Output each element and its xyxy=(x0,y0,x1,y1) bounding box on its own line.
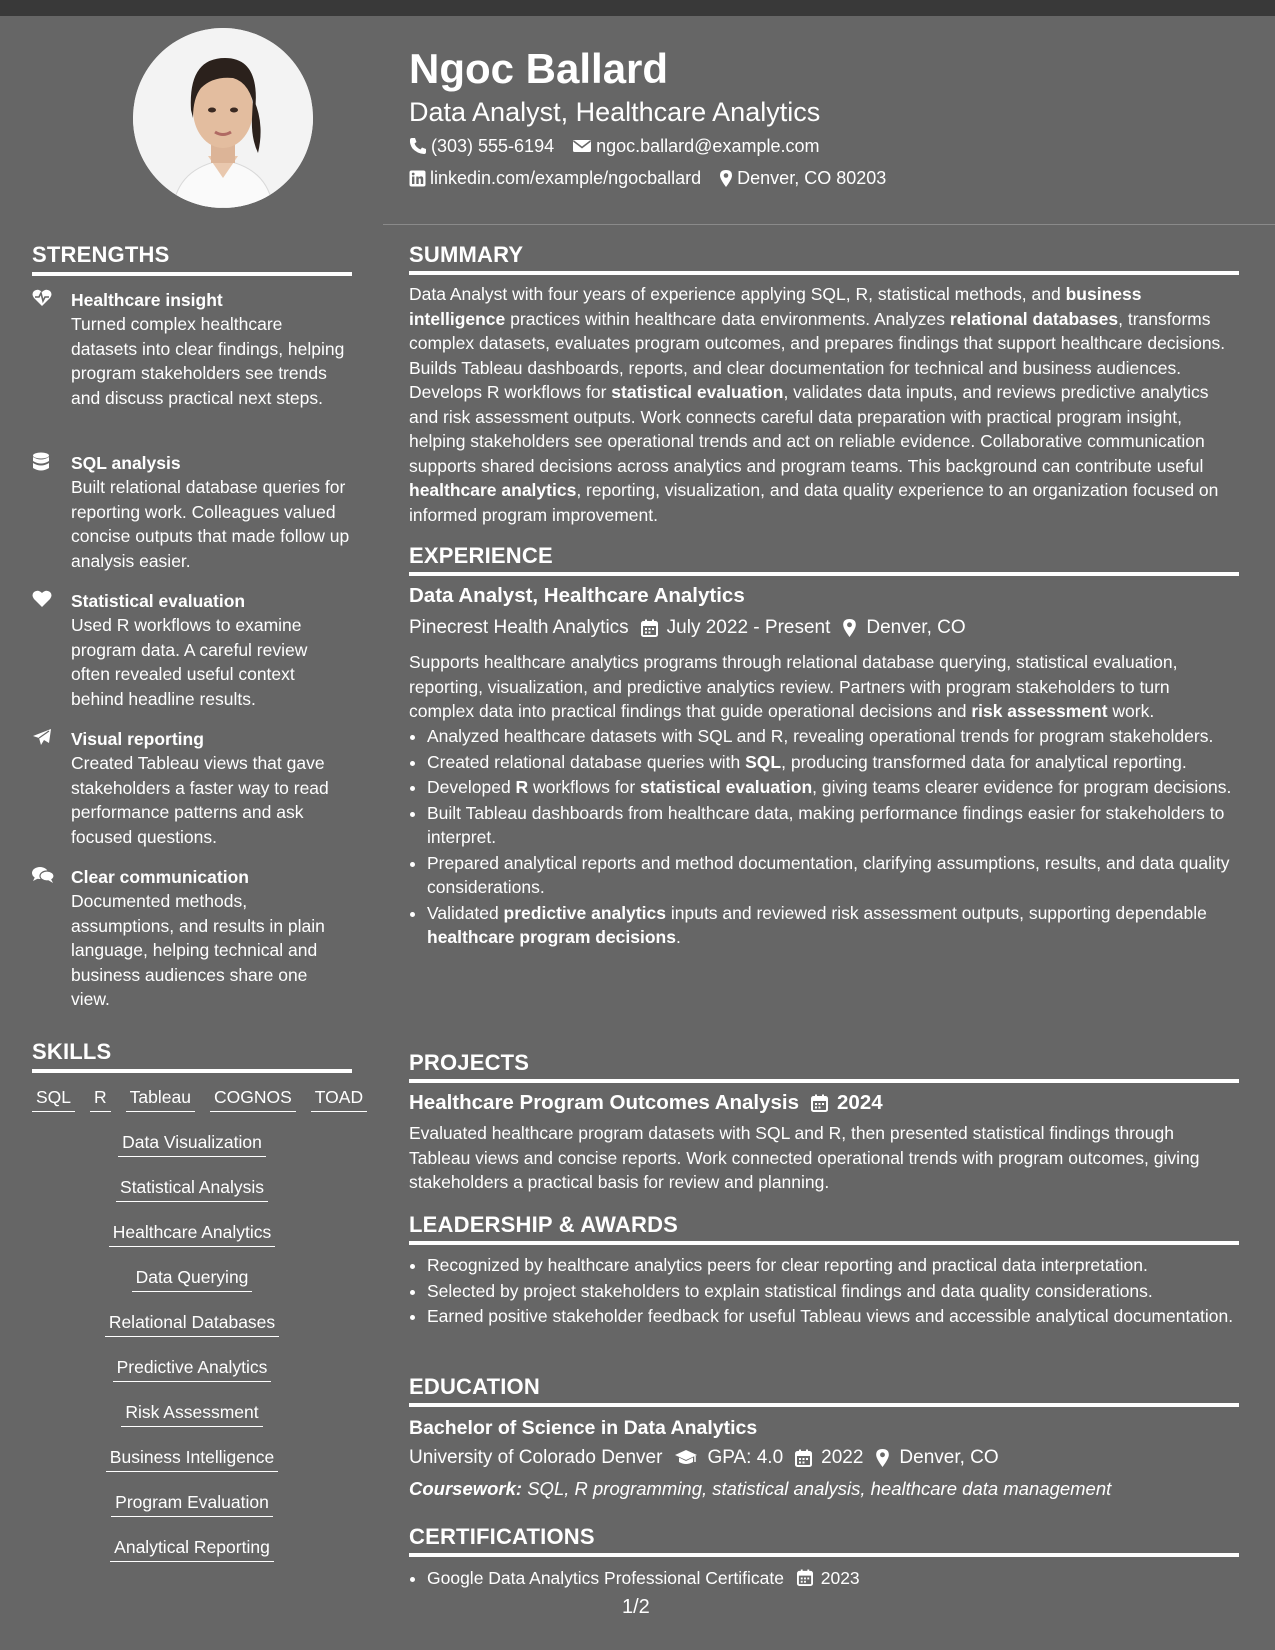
strength-title: Clear communication xyxy=(71,867,249,887)
strength-desc: Turned complex healthcare datasets into clear findings, helping program stakeholders see trends and discuss practical next steps. xyxy=(71,314,345,408)
calendar-icon xyxy=(641,619,658,637)
text-segment: work. xyxy=(1107,701,1155,721)
education-heading: EDUCATION xyxy=(409,1374,1239,1407)
skill-chip: Statistical Analysis xyxy=(116,1176,268,1202)
strength-item xyxy=(32,288,352,410)
skill-chip: Data Querying xyxy=(132,1266,253,1292)
list-item xyxy=(427,775,1239,800)
skills-row xyxy=(32,1086,364,1112)
candidate-title: Data Analyst, Healthcare Analytics xyxy=(409,97,821,127)
project-title-row xyxy=(409,1090,895,1116)
map-marker-icon xyxy=(842,618,857,638)
strength-title: Visual reporting xyxy=(71,729,204,749)
page-number: 1/2 xyxy=(622,1596,650,1618)
location-text: Denver, CO 80203 xyxy=(737,168,887,188)
text-segment: Created relational database queries with xyxy=(427,751,746,772)
text-segment: Supports healthcare analytics programs through relational database querying, statistical evaluation, reporting, visualization, and predictive analytics review. Partners with program stakeholders to turn complex data into practical findings that guide operational decisions and xyxy=(409,652,1178,721)
comments-icon xyxy=(32,866,56,888)
text-segment: workflows for xyxy=(528,777,641,797)
skill-chip: Relational Databases xyxy=(105,1311,279,1337)
strength-title: SQL analysis xyxy=(71,453,181,473)
strength-title: Statistical evaluation xyxy=(71,591,246,611)
text-segment: , validates data inputs, and reviews predictive analytics and risk assessment outputs. Work connects careful data preparation with practical program insight, helping stakeholders see operational trends and act on reliable evidence. Collaborative communication supports shared decisions across analytics and program teams. This background can contribute useful xyxy=(409,382,1209,476)
database-icon xyxy=(32,452,56,474)
bold-text: SQL xyxy=(745,751,782,772)
school-name: University of Colorado Denver xyxy=(409,1447,663,1468)
skill-chip: Risk Assessment xyxy=(121,1401,262,1427)
education-year xyxy=(795,1445,863,1471)
text-segment: Built Tableau dashboards from healthcare data, making performance findings easier for stakeholders to interpret. xyxy=(427,802,1225,847)
strength-desc: Used R workflows to examine program data. A careful review often revealed useful context behind headline results. xyxy=(71,615,308,709)
bold-text: R xyxy=(515,777,529,797)
email-text: ngoc.ballard@example.com xyxy=(596,136,820,156)
strength-desc: Created Tableau views that gave stakeholders a faster way to read performance patterns and ask focused questions. xyxy=(71,753,329,847)
skill-chip: SQL xyxy=(32,1086,75,1112)
strength-title: Healthcare insight xyxy=(71,290,223,310)
phone-icon xyxy=(409,137,427,155)
company-name: Pinecrest Health Analytics xyxy=(409,617,629,638)
list-item xyxy=(427,1566,1239,1591)
summary-heading: SUMMARY xyxy=(409,242,1239,275)
text-segment: , giving teams clearer evidence for program decisions. xyxy=(812,777,1232,797)
list-item: • Selected by project stakeholders to explain statistical findings and data quality considerations. xyxy=(427,1279,1239,1304)
strength-item xyxy=(32,865,352,1012)
text-segment: Data Analyst with four years of experience applying SQL, R, statistical methods, and xyxy=(409,284,1066,304)
skill-chip: Business Intelligence xyxy=(106,1446,278,1472)
linkedin-text: linkedin.com/example/ngocballard xyxy=(430,168,702,188)
graduation-cap-icon xyxy=(674,1449,698,1467)
skill-chip: R xyxy=(90,1086,111,1112)
email-contact[interactable] xyxy=(572,134,819,158)
contact-row xyxy=(409,166,904,190)
bold-text: relational databases xyxy=(949,308,1119,329)
coursework-text: SQL, R programming, statistical analysis, healthcare data management xyxy=(522,1478,1112,1499)
calendar-icon xyxy=(797,1569,813,1586)
certification-year: 2023 xyxy=(820,1568,860,1588)
project-year xyxy=(811,1090,883,1116)
list-item xyxy=(427,851,1239,900)
contact-row xyxy=(409,134,837,158)
text-segment: Prepared analytical reports and method documentation, clarifying assumptions, results, and data quality considerations. xyxy=(427,852,1230,897)
linkedin-icon xyxy=(409,170,426,187)
skills-heading: SKILLS xyxy=(32,1039,352,1073)
education-meta xyxy=(409,1445,1011,1471)
text-segment: inputs and reviewed risk assessment outputs, supporting dependable xyxy=(666,902,1207,923)
list-item xyxy=(427,750,1239,775)
skill-chip: TOAD xyxy=(311,1086,367,1112)
heart-icon xyxy=(32,590,56,612)
job-dates xyxy=(641,615,831,641)
text-segment: , reporting, visualization, and data quality experience to an organization focused on informed program improvement. xyxy=(409,480,1219,525)
project-desc: Evaluated healthcare program datasets with SQL and R, then presented statistical findings through Tableau views and concise reports. Work connected operational trends with program outcomes, giving stakeholders a practical basis for review and planning. xyxy=(409,1123,1200,1192)
coursework xyxy=(409,1476,1111,1502)
map-marker-icon xyxy=(719,169,733,188)
education-location xyxy=(875,1445,998,1471)
projects-heading: PROJECTS xyxy=(409,1050,1239,1083)
profile-photo xyxy=(133,28,313,208)
coursework-label: Coursework: xyxy=(409,1478,523,1499)
strength-item xyxy=(32,589,352,711)
gpa xyxy=(674,1445,783,1471)
text-segment: Validated xyxy=(427,902,504,923)
job-title: Data Analyst, Healthcare Analytics xyxy=(409,584,745,607)
job-intro xyxy=(409,650,1239,724)
job-location-text: Denver, CO xyxy=(866,617,966,638)
degree-title: Bachelor of Science in Data Analytics xyxy=(409,1417,758,1439)
phone-text: (303) 555-6194 xyxy=(431,136,555,156)
text-segment: Analyzed healthcare datasets with SQL and R, revealing operational trends for program stakeholders. xyxy=(427,726,1214,746)
candidate-name: Ngoc Ballard xyxy=(409,45,669,92)
sidebar xyxy=(32,0,364,1650)
list-item: • Recognized by healthcare analytics peers for clear reporting and practical data interpretation. xyxy=(427,1253,1239,1278)
bold-text: predictive analytics xyxy=(503,902,666,923)
certifications-heading: CERTIFICATIONS xyxy=(409,1524,1239,1557)
summary-text xyxy=(409,282,1239,527)
text-segment: . xyxy=(675,927,681,947)
bold-text: healthcare analytics xyxy=(409,480,577,500)
calendar-icon xyxy=(795,1449,812,1467)
header-divider xyxy=(383,224,1275,225)
gpa-text: GPA: 4.0 xyxy=(707,1447,784,1468)
education-year-text: 2022 xyxy=(821,1447,864,1468)
skill-chip: Program Evaluation xyxy=(111,1491,273,1517)
bold-text: business intelligence xyxy=(409,284,1142,329)
location-contact xyxy=(719,166,886,190)
skill-chip: Analytical Reporting xyxy=(110,1536,274,1562)
leadership-list xyxy=(409,1253,1239,1330)
text-segment: Developed xyxy=(427,777,516,797)
calendar-icon xyxy=(811,1094,828,1112)
strength-desc: Built relational database queries for reporting work. Colleagues valued concise outputs that made follow up analysis easier. xyxy=(71,477,350,571)
map-marker-icon xyxy=(875,1448,890,1468)
skill-chip: Tableau xyxy=(126,1086,195,1112)
bold-text: healthcare program decisions xyxy=(427,927,676,947)
skills-list xyxy=(32,1131,352,1581)
text-segment: , producing transformed data for analytical reporting. xyxy=(781,751,1187,772)
text-segment: practices within healthcare data environments. Analyzes xyxy=(505,308,950,329)
list-item xyxy=(427,901,1239,950)
strength-item xyxy=(32,727,352,849)
phone-contact[interactable] xyxy=(409,134,554,158)
bold-text: statistical evaluation xyxy=(640,777,813,797)
job-meta xyxy=(409,615,978,641)
text-segment: , transforms complex datasets, evaluates program outcomes, and prepares findings that support healthcare decisions. Builds Tableau dashboards, reports, and clear documentation for technical and business audiences. Develops R workflows for xyxy=(409,308,1226,402)
certifications-list xyxy=(409,1566,1239,1592)
skill-chip: COGNOS xyxy=(210,1086,296,1112)
envelope-icon xyxy=(572,138,592,154)
project-year-text: 2024 xyxy=(837,1091,883,1114)
skill-chip: Healthcare Analytics xyxy=(109,1221,276,1247)
project-title: Healthcare Program Outcomes Analysis xyxy=(409,1091,800,1114)
list-item xyxy=(427,724,1239,749)
job-location xyxy=(842,615,965,641)
strength-desc: Documented methods, assumptions, and results in plain language, helping technical and business audiences share one view. xyxy=(71,891,325,1009)
paper-plane-icon xyxy=(32,728,56,750)
list-item: • Earned positive stakeholder feedback for useful Tableau views and accessible analytical documentation. xyxy=(427,1304,1239,1329)
skill-chip: Data Visualization xyxy=(118,1131,266,1157)
heartbeat-icon xyxy=(32,289,56,311)
experience-heading: EXPERIENCE xyxy=(409,543,1239,576)
job-dates-text: July 2022 - Present xyxy=(666,617,831,638)
bold-text: statistical evaluation xyxy=(611,382,784,402)
strength-item xyxy=(32,451,352,573)
bold-text: risk assessment xyxy=(971,701,1108,721)
strengths-heading: STRENGTHS xyxy=(32,242,352,276)
job-bullets xyxy=(409,724,1239,951)
education-location-text: Denver, CO xyxy=(899,1447,999,1468)
leadership-heading: LEADERSHIP & AWARDS xyxy=(409,1212,1239,1245)
skill-chip: Predictive Analytics xyxy=(113,1356,272,1382)
list-item xyxy=(427,801,1239,850)
linkedin-contact[interactable] xyxy=(409,166,701,190)
certification-name: Google Data Analytics Professional Certificate xyxy=(427,1568,784,1588)
